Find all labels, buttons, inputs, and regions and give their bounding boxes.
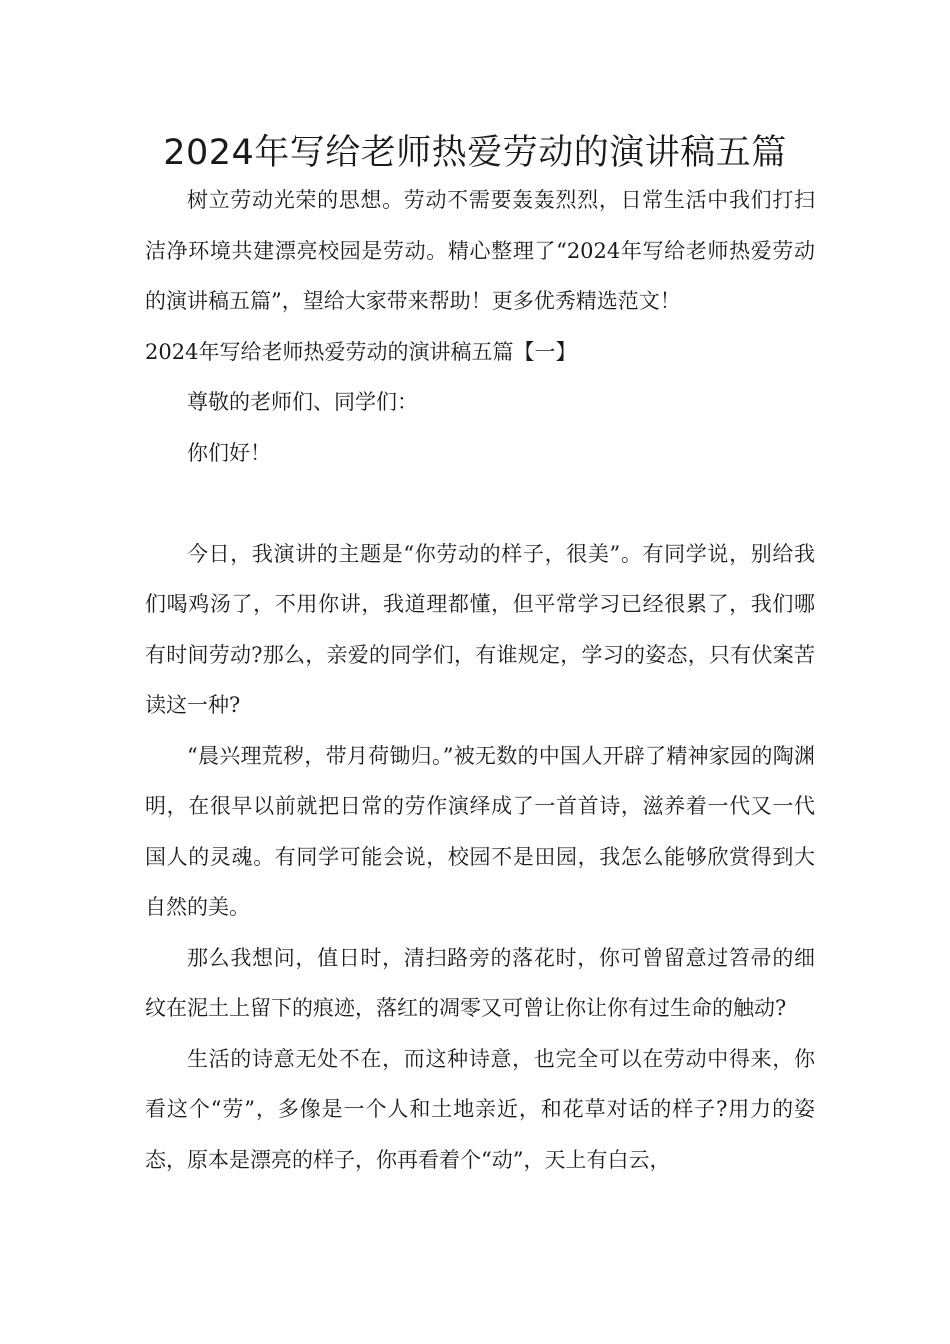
salutation: 尊敬的老师们、同学们：	[187, 390, 418, 414]
greeting: 你们好！	[187, 440, 271, 465]
document-title: 2024年写给老师热爱劳动的演讲稿五篇	[163, 133, 787, 173]
body-paragraph: 那么我想问，值日时，清扫路旁的落花时，你可曾留意过笤帚的细纹在泥土上留下的痕迹，落红的凋零又可曾让你让你有过生命的触动?	[145, 945, 815, 1020]
body-paragraph: “晨兴理荒秽，带月荷锄归。”被无数的中国人开辟了精神家园的陶渊明，在很早以前就把日常的劳作演绎成了一首首诗，滋养着一代又一代国人的灵魂。有同学可能会说，校园不是田园，我怎么能够欣赏得到大自然的美。	[145, 743, 815, 919]
body-paragraph: 今日，我演讲的主题是“你劳动的样子，很美”。有同学说，别给我们喝鸡汤了，不用你讲，我道理都懂，但平常学习已经很累了，我们哪有时间劳动?那么，亲爱的同学们，有谁规定，学习的姿态，只有伏案苦读这一种?	[145, 541, 815, 717]
blank-line	[145, 478, 815, 529]
section-heading: 2024年写给老师热爱劳动的演讲稿五篇【一】	[145, 339, 577, 364]
intro-paragraph: 树立劳动光荣的思想。劳动不需要轰轰烈烈，日常生活中我们打扫洁净环境共建漂亮校园是劳动。精心整理了“2024年写给老师热爱劳动的演讲稿五篇”，望给大家带来帮助！更多优秀精选范文！	[145, 188, 815, 313]
document-body	[145, 175, 815, 1185]
body-paragraph: 生活的诗意无处不在，而这种诗意，也完全可以在劳动中得来，你看这个“劳”，多像是一个人和土地亲近，和花草对话的样子?用力的姿态，原本是漂亮的样子，你再看着个“动”，天上有白云，	[145, 1046, 815, 1172]
